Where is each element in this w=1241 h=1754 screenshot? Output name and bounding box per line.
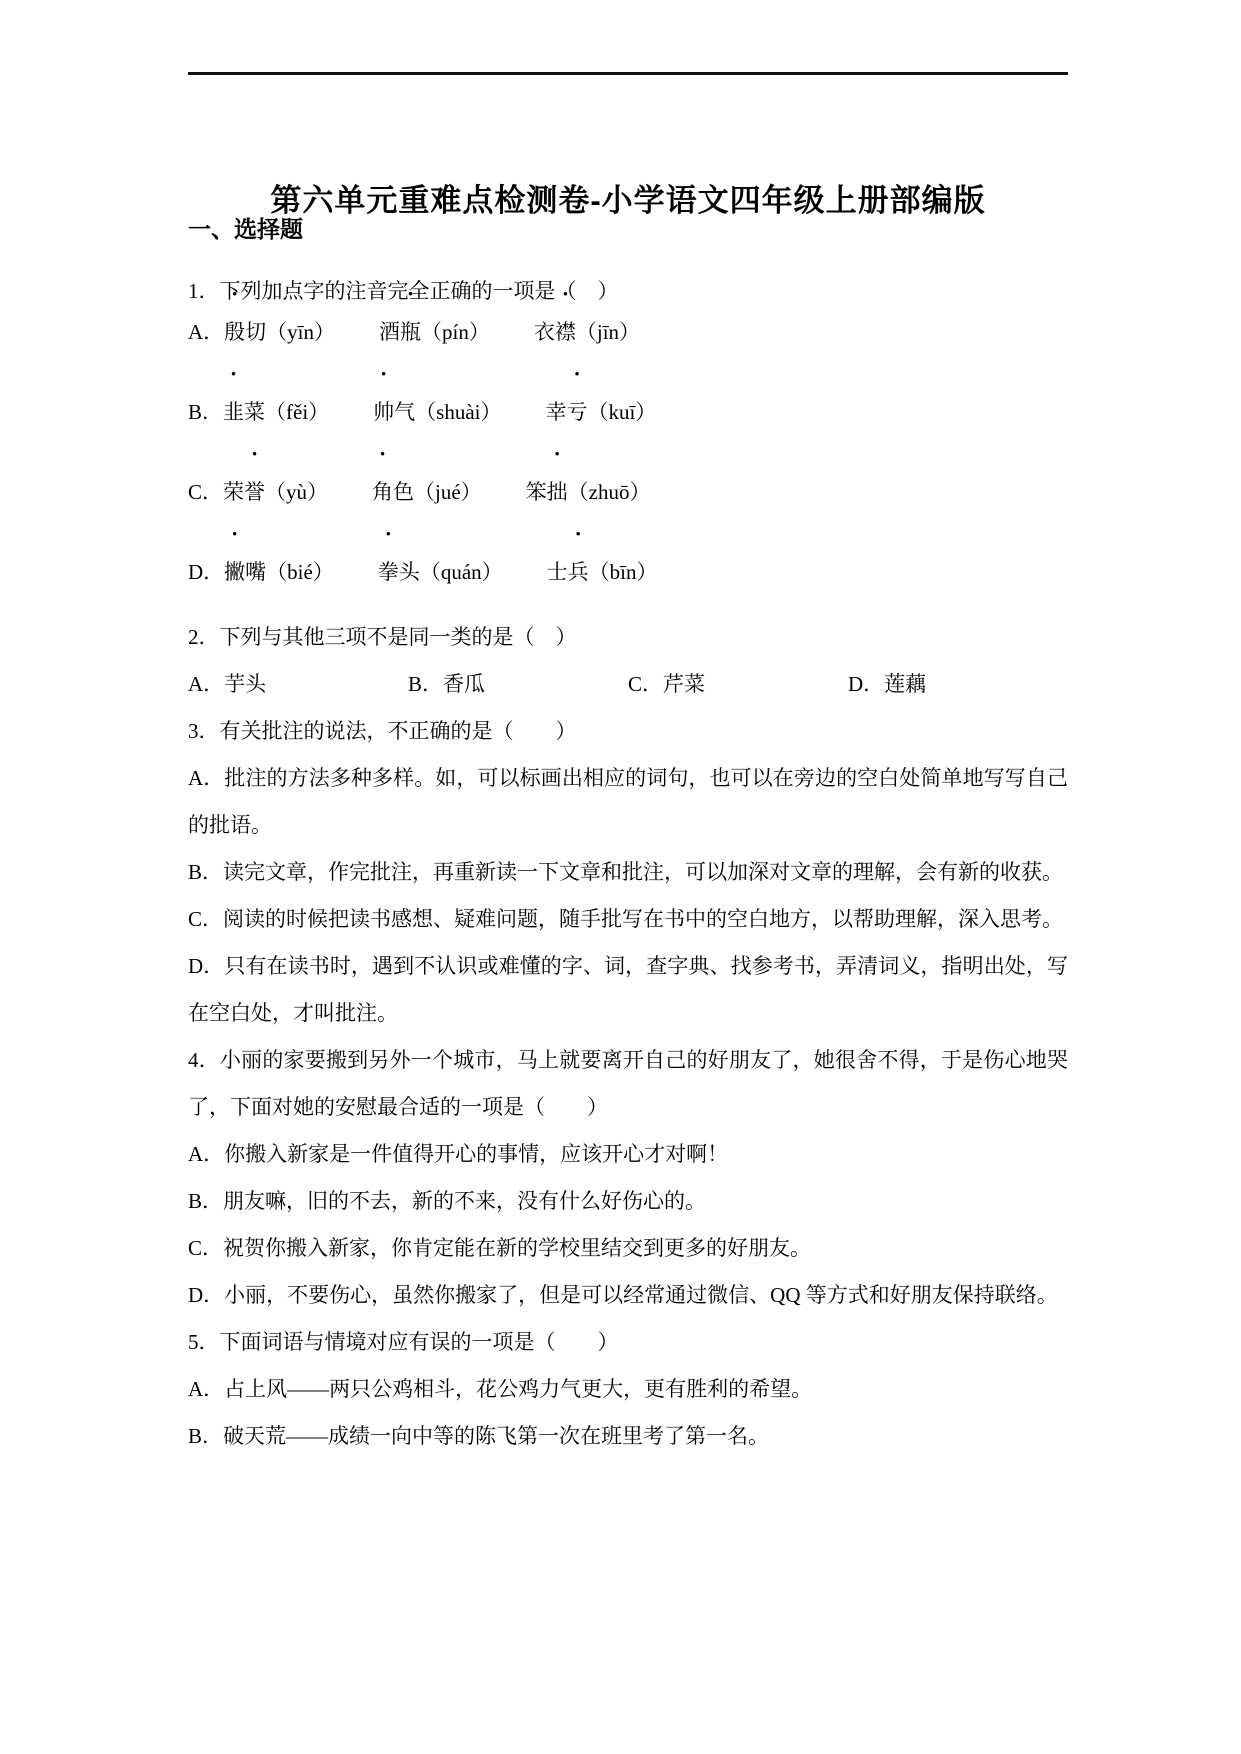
char: 笨 [525,480,547,504]
option-text: 小丽，不要伤心，虽然你搬家了，但是可以经常通过微信、QQ 等方式和好朋友保持联络。 [224,1283,1058,1307]
option-row [188,309,1068,356]
pinyin-group [547,549,658,596]
option-row [188,389,1068,436]
pinyin-group [373,389,501,436]
char: 切 [245,320,267,344]
option-label: B． [188,1424,224,1448]
option-label: D． [188,560,225,584]
char: 士 [546,560,568,584]
option [188,1178,1068,1225]
section-header: 一、选择题 [188,216,303,242]
dotted-char: 殷 [224,320,246,344]
pinyin: （quán） [419,560,503,584]
option [188,1131,1068,1178]
pinyin: （bīn） [588,560,658,584]
question-stem: 5．下面词语与情境对应有误的一项是（ ） [188,1330,619,1354]
char: 菜 [244,400,266,424]
pinyin: （jīn） [575,320,641,344]
dotted-char: 拙 [546,480,568,504]
option-text: 读完文章，作完批注，再重新读一下文章和批注，可以加深对文章的理解，会有新的收获。 [223,860,1064,884]
pinyin-group [224,309,335,356]
pinyin: （fěi） [265,400,330,424]
char: 幸 [545,400,567,424]
dotted-char: 誉 [244,480,266,504]
header-rule [188,72,1068,75]
option [408,661,628,708]
option [188,849,1068,896]
option-row [188,469,1068,516]
pinyin: （zhuō） [567,480,651,504]
option-text: 只有在读书时，遇到不认识或难懂的字、词，查字典、找参考书，弄清词义，指明出处，写在空白处，才叫批注。 [188,954,1068,1025]
char: 嘴 [245,560,267,584]
char: 酒 [379,320,401,344]
pinyin: （kuī） [587,400,657,424]
option [188,1366,1068,1413]
char: 衣 [533,320,555,344]
page-content [188,214,1068,1460]
question-stem: 2．下列与其他三项不是同一类的是（ ） [188,625,577,649]
option [188,1225,1068,1272]
dotted-char: 拳 [377,560,399,584]
pinyin-group [379,309,490,356]
option-label: B． [408,672,444,696]
option-label: D． [188,954,225,978]
pinyin-group [378,549,503,596]
pinyin: （pín） [421,320,490,344]
dotted-char: 角 [372,480,394,504]
options-row [188,661,1068,708]
option [188,943,1068,1037]
option [188,1272,1068,1319]
pinyin: （jué） [414,480,482,504]
question-stem: 3．有关批注的说法，不正确的是（ ） [188,719,577,743]
option-label: C． [188,480,224,504]
dotted-char: 襟 [554,320,576,344]
option-text: 占上风——两只公鸡相斗，花公鸡力气更大，更有胜利的希望。 [224,1377,813,1401]
pinyin-group [534,309,640,356]
option [848,661,926,708]
option-label: A． [188,1142,225,1166]
option [188,661,408,708]
option-text: 你搬入新家是一件值得开心的事情，应该开心才对啊！ [224,1142,729,1166]
option-text: 朋友嘛，旧的不去，新的不来，没有什么好伤心的。 [223,1189,707,1213]
option [188,1413,1068,1460]
option-text: 莲藕 [884,672,927,696]
pinyin: （yīn） [266,320,336,344]
pinyin-group [223,389,329,436]
pinyin: （bié） [266,560,334,584]
question-5 [188,1319,1068,1460]
option-label: A． [188,766,225,790]
pinyin-group [526,469,651,516]
char: 头 [398,560,420,584]
question-3 [188,708,1068,1037]
option-text: 阅读的时候把读书感想、疑难问题，随手批写在书中的空白地方，以帮助理解，深入思考。 [223,907,1064,931]
dotted-char: 亏 [566,400,588,424]
option-label: B． [188,860,224,884]
pinyin: （yù） [265,480,329,504]
option-label: B． [188,1189,224,1213]
dotted-char: 瓶 [400,320,422,344]
char: 气 [394,400,416,424]
option-text: 祝贺你搬入新家，你肯定能在新的学校里结交到更多的好朋友。 [223,1236,812,1260]
option-label: C． [188,907,224,931]
dotted-char: 韭 [223,400,245,424]
option-text: 破天荒——成绩一向中等的陈飞第一次在班里考了第一名。 [223,1424,770,1448]
option-label: C． [628,672,664,696]
question-1 [188,268,1068,596]
pinyin-group [224,549,334,596]
option-text: 香瓜 [443,672,486,696]
option-label: A． [188,1377,225,1401]
question-list [188,268,1068,1460]
char: 色 [393,480,415,504]
char: 荣 [223,480,245,504]
pinyin-group [546,389,657,436]
pinyin-group [223,469,328,516]
pinyin: （shuài） [415,400,502,424]
question-stem: 4．小丽的家要搬到另外一个城市，马上就要离开自己的好朋友了，她很舍不得，于是伤心地哭了，下面对她的安慰最合适的一项是（ ） [188,1048,1068,1119]
dotted-char: 兵 [567,560,589,584]
option-label: D． [848,672,885,696]
dotted-char: 帅 [373,400,395,424]
dotted-char: 撇 [224,560,246,584]
option-label: A． [188,320,225,344]
question-stem: 1．下列加点字的注音完全正确的一项是（ ） [188,279,619,303]
page-title: 第六单元重难点检测卷-小学语文四年级上册部编版 [270,182,986,218]
option-text: 芹菜 [663,672,706,696]
option-label: A． [188,672,225,696]
option [628,661,848,708]
option-label: D． [188,1283,225,1307]
option-label: C． [188,1236,224,1260]
option-text: 批注的方法多种多样。如，可以标画出相应的词句，也可以在旁边的空白处简单地写写自己的批语。 [188,766,1068,837]
option-text: 芋头 [224,672,267,696]
pinyin-group [372,469,482,516]
question-4 [188,1037,1068,1319]
question-2 [188,614,1068,708]
option-row [188,549,1068,596]
option [188,896,1068,943]
option-label: B． [188,400,224,424]
option [188,755,1068,849]
